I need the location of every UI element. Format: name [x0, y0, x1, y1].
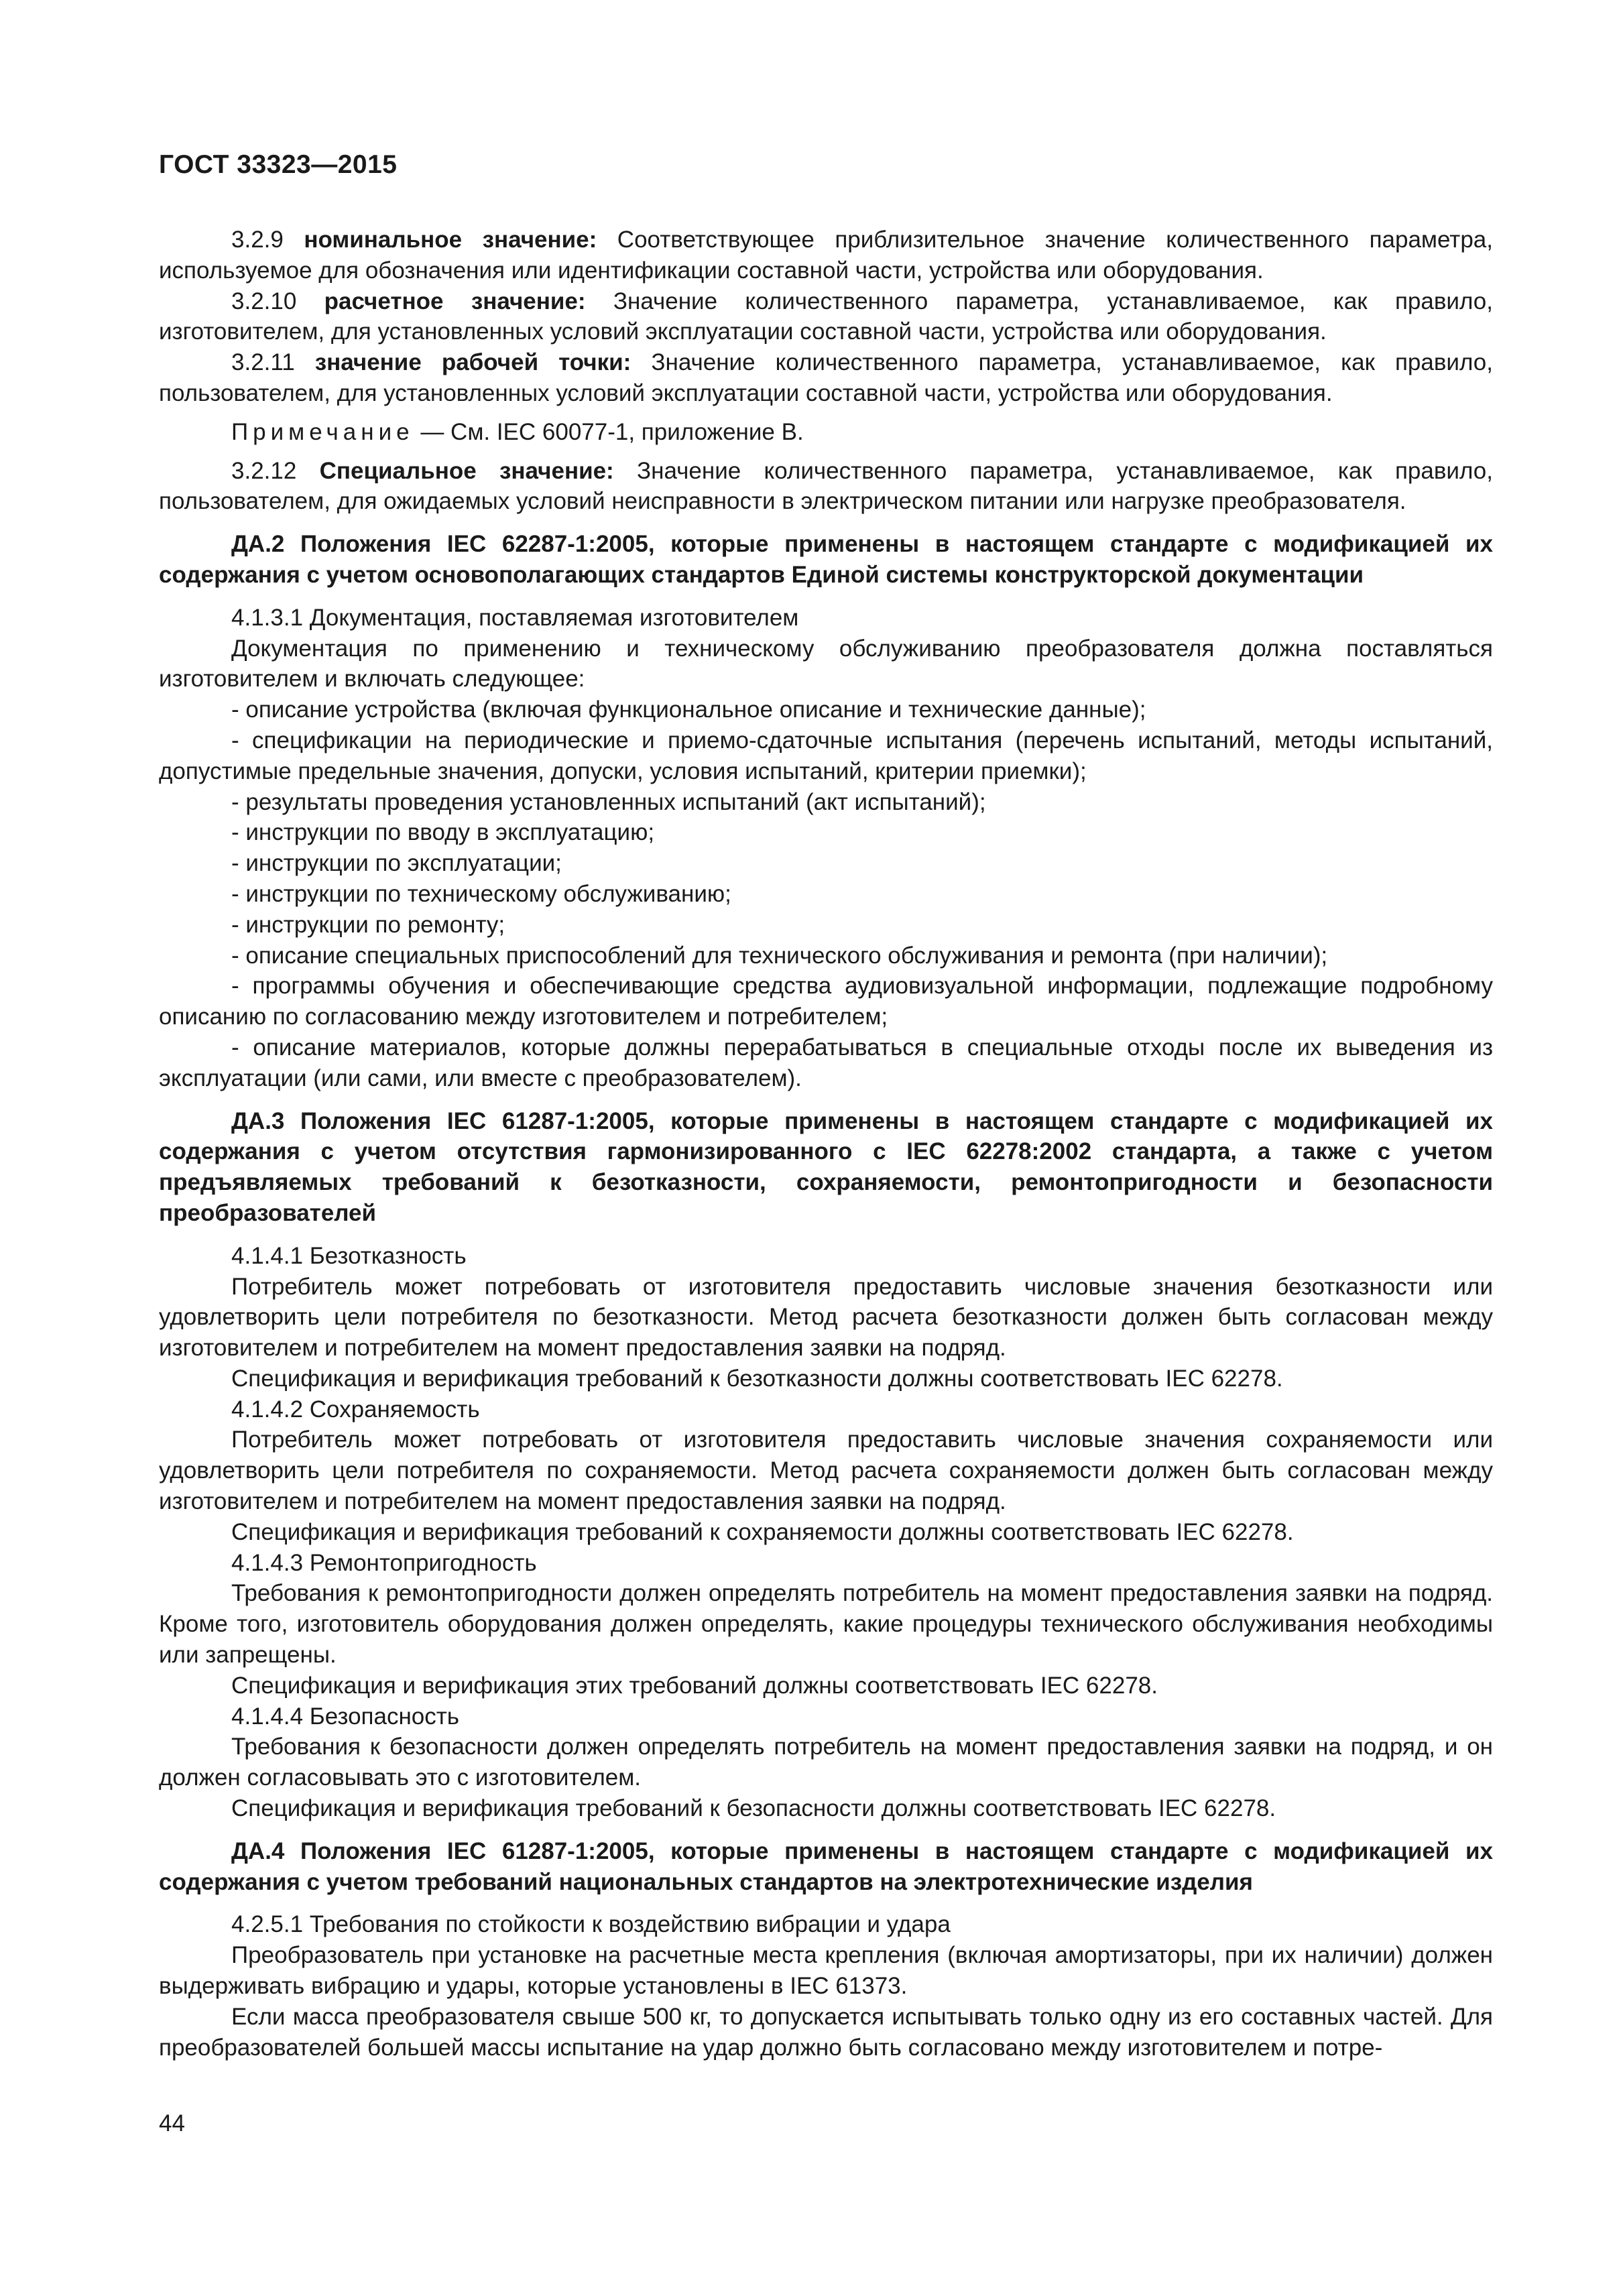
note-label: Примечание — [231, 418, 414, 445]
list-item: - описание материалов, которые должны перерабатываться в специальные отходы после их выведения из эксплуатации (или сами, или вместе с преобразователем). — [159, 1034, 1493, 1091]
paragraph: Спецификация и верификация требований к безотказности должны соответствовать IEC 62278. — [231, 1365, 1283, 1392]
section-heading-da3: ДА.3 Положения IEC 61287-1:2005, которые применены в настоящем стандарте с модификацией их содержания с учетом отсутствия гармонизированного с IEC 62278:2002 стандарта, а также с учетом предъявляемых требований к безотказности, сохраняемости, ремонтопригодности и безопасности преобразователей — [159, 1107, 1493, 1226]
paragraph: Потребитель может потребовать от изготовителя предоставить числовые значения безотказности или удовлетворить цели потребителя по безотказности. Метод расчета безотказности должен быть согласован между изготовителем и потребителем на момент предоставления заявки на подряд. — [159, 1273, 1493, 1362]
paragraph: Спецификация и верификация требований к безопасности должны соответствовать IEC 62278. — [231, 1795, 1276, 1822]
list-item: - спецификации на периодические и приемо-сдаточные испытания (перечень испытаний, методы испытаний, допустимые предельные значения, допуски, условия испытаний, критерии приемки); — [159, 727, 1493, 784]
definition-text: Соответствующее приблизительное значение количественного параметра, используемое для обозначения или идентификации составной части, устройства или оборудования. — [159, 227, 1493, 284]
paragraph: Спецификация и верификация требований к сохраняемости должны соответствовать IEC 62278. — [231, 1518, 1294, 1545]
paragraph: 4.1.3.1 Документация, поставляемая изготовителем — [231, 604, 799, 631]
list-item: - результаты проведения установленных испытаний (акт испытаний); — [231, 788, 986, 815]
paragraph: Преобразователь при установке на расчетные места крепления (включая амортизаторы, при их наличии) должен выдерживать вибрацию и удары, которые установлены в IEC 61373. — [159, 1942, 1493, 2000]
definition-text: Значение количественного параметра, устанавливаемое, как правило, пользователем, для установленных условий эксплуатации составной части, устройства или оборудования. — [159, 349, 1493, 406]
list-item: - инструкции по техническому обслуживанию; — [231, 880, 731, 907]
list-item: - инструкции по эксплуатации; — [231, 850, 562, 877]
paragraph: Требования к ремонтопригодности должен определять потребитель на момент предоставления заявки на подряд. Кроме того, изготовитель оборудования должен определять, какие процедуры технического обслуживания необходимы или запрещены. — [159, 1580, 1493, 1669]
paragraph: 4.2.5.1 Требования по стойкости к воздействию вибрации и удара — [231, 1911, 951, 1938]
paragraph: 4.1.4.3 Ремонтопригодность — [231, 1549, 537, 1576]
list-item: - программы обучения и обеспечивающие средства аудиовизуальной информации, подлежащие подробному описанию по согласованию между изготовителем и потребителем; — [159, 973, 1493, 1030]
paragraph: Требования к безопасности должен определять потребитель на момент предоставления заявки на подряд, и он должен согласовывать это с изготовителем. — [159, 1734, 1493, 1791]
definition-term: Специальное значение: — [319, 457, 614, 484]
list-item: - инструкции по ремонту; — [231, 911, 505, 938]
paragraph: 4.1.4.1 Безотказность — [231, 1242, 467, 1269]
definition-3-2-11 — [159, 347, 1493, 409]
definition-3-2-12 — [159, 456, 1493, 518]
definition-text: Значение количественного параметра, устанавливаемое, как правило, пользователем, для ожидаемых условий неисправности в электрическом питании или нагрузке преобразователя. — [159, 457, 1493, 515]
document-header: ГОСТ 33323—2015 — [159, 150, 398, 179]
paragraph: Если масса преобразователя свыше 500 кг, то допускается испытывать только одну из его составных частей. Для преобразователей большей массы испытание на удар должно быть согласовано между изготовителем и потре- — [159, 2003, 1493, 2061]
definition-term: номинальное значение: — [304, 227, 597, 253]
definition-number: 3.2.10 — [231, 288, 324, 314]
paragraph: Спецификация и верификация этих требований должны соответствовать IEC 62278. — [231, 1672, 1158, 1699]
definition-number: 3.2.11 — [231, 349, 315, 376]
section-heading-da4: ДА.4 Положения IEC 61287-1:2005, которые применены в настоящем стандарте с модификацией их содержания с учетом требований национальных стандартов на электротехнические изделия — [159, 1837, 1493, 1895]
list-item: - описание специальных приспособлений для технического обслуживания и ремонта (при наличии); — [231, 942, 1328, 969]
definition-number: 3.2.12 — [231, 457, 320, 484]
definition-text: Значение количественного параметра, устанавливаемое, как правило, изготовителем, для установленных условий эксплуатации составной части, устройства или оборудования. — [159, 288, 1493, 345]
definition-term: значение рабочей точки: — [314, 349, 632, 376]
paragraph: 4.1.4.2 Сохраняемость — [231, 1396, 480, 1423]
paragraph: Документация по применению и техническому обслуживанию преобразователя должна поставляться изготовителем и включать следующее: — [159, 635, 1493, 692]
section-heading-da2: ДА.2 Положения IEC 62287-1:2005, которые применены в настоящем стандарте с модификацией их содержания с учетом основополагающих стандартов Единой системы конструкторской документации — [159, 531, 1493, 588]
definition-term: расчетное значение: — [324, 288, 586, 314]
list-item: - описание устройства (включая функциональное описание и технические данные); — [231, 697, 1146, 723]
list-item: - инструкции по вводу в эксплуатацию; — [231, 819, 655, 846]
note-text: — См. IEC 60077-1, приложение В. — [414, 418, 804, 445]
page-number: 44 — [159, 2110, 185, 2136]
document-body — [159, 225, 1493, 2063]
definition-number: 3.2.9 — [231, 227, 304, 253]
paragraph: Потребитель может потребовать от изготовителя предоставить числовые значения сохраняемости или удовлетворить цели потребителя по сохраняемости. Метод расчета сохраняемости должен быть согласован между изготовителем и потребителем на момент предоставления заявки на подряд. — [159, 1427, 1493, 1515]
note — [159, 417, 1493, 448]
definition-3-2-9 — [159, 225, 1493, 286]
definition-3-2-10 — [159, 286, 1493, 348]
paragraph: 4.1.4.4 Безопасность — [231, 1703, 460, 1730]
